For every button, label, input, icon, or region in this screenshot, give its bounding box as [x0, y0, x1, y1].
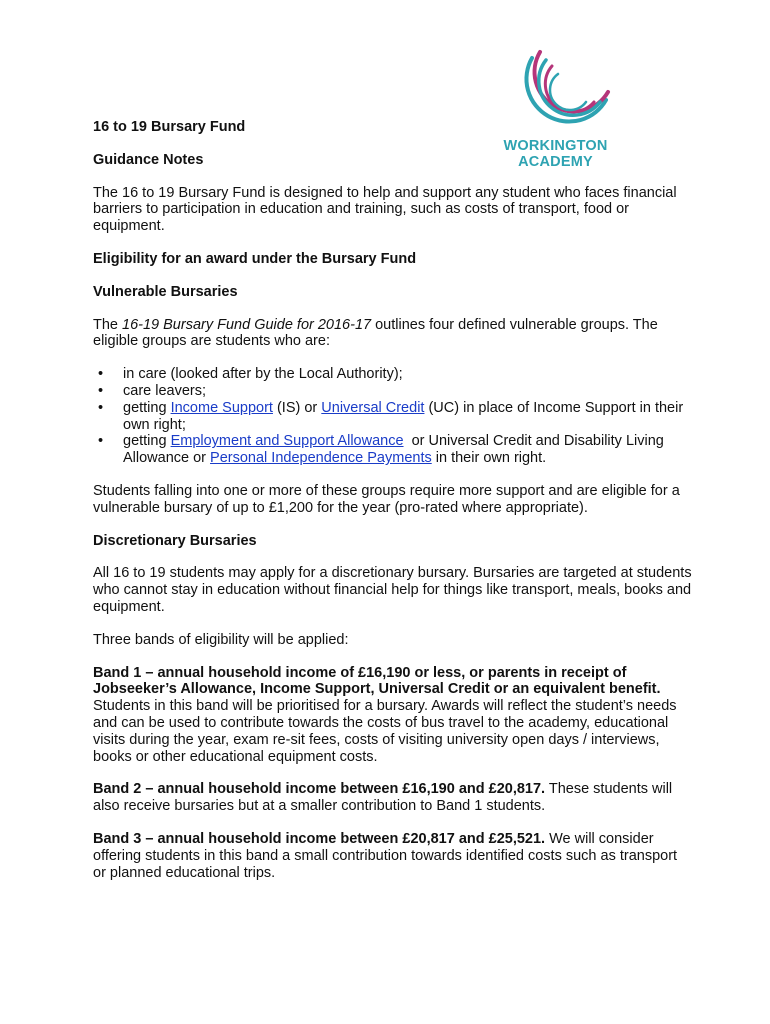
discretionary-heading: Discretionary Bursaries [93, 532, 257, 549]
intro-paragraph: The 16 to 19 Bursary Fund is designed to help and support any student who faces financial barriers to participation in education and training, such as costs of transport, food or equipment. [93, 184, 677, 235]
bullet-text: in their own right. [431, 450, 547, 467]
band-3-paragraph [93, 831, 693, 881]
bands-intro: Three bands of eligibility will be applied: [93, 631, 349, 648]
band-1-paragraph [93, 665, 693, 766]
bullet-text: (IS) or [272, 399, 322, 416]
band-1-heading: Band 1 – annual household income of £16,190 or less, or parents in receipt of Jobseeker’s Allowance, Income Support, Universal Credit or an equivalent benefit. [93, 664, 661, 698]
bullet-text: or Universal Credit and Disability Living Allowance or [123, 433, 668, 467]
list-item: • care leavers; [123, 383, 693, 400]
vulnerable-intro-post: outlines four defined vulnerable groups. The eligible groups are students who are: [93, 316, 658, 350]
eligibility-heading: Eligibility for an award under the Bursary Fund [93, 250, 417, 267]
logo-line-1: WORKINGTON [503, 138, 608, 154]
document-subtitle: Guidance Notes [93, 151, 204, 168]
band-2-heading: Band 2 – annual household income between £16,190 and £20,817. [93, 781, 546, 798]
vulnerable-intro-pre: The [93, 316, 123, 333]
bursary-guide-title: 16-19 Bursary Fund Guide for 2016-17 [122, 316, 372, 333]
band-1-text: Students in this band will be prioritised for a bursary. Awards will reflect the student’s needs and can be used to contribute towards the costs of bus travel to the academy, educational visits during the year, exam re-sit fees, costs of visiting university open days / interviews, books or other educational equipment costs. [93, 698, 677, 765]
list-item [123, 400, 693, 434]
vulnerable-heading: Vulnerable Bursaries [93, 283, 238, 300]
band-3-text: We will consider offering students in this band a small contribution towards identified costs such as transport or planned educational trips. [93, 830, 678, 881]
list-item [123, 433, 693, 467]
logo-line-2: ACADEMY [518, 154, 593, 170]
band-3-heading: Band 3 – annual household income between £20,817 and £25,521. [93, 830, 546, 847]
income-support-link[interactable]: Income Support [170, 399, 273, 416]
band-2-text: These students will also receive bursaries but at a smaller contribution to Band 1 students. [93, 781, 673, 815]
document-title: 16 to 19 Bursary Fund [93, 119, 246, 135]
personal-independence-payments-link[interactable]: Personal Independence Payments [210, 450, 432, 467]
employment-support-allowance-link[interactable]: Employment and Support Allowance [170, 433, 404, 450]
discretionary-intro: All 16 to 19 students may apply for a discretionary bursary. Bursaries are targeted at students who cannot stay in education without financial help for things like transport, meals, books and equipment. [93, 565, 692, 615]
vulnerable-outro: Students falling into one or more of these groups require more support and are eligible for a vulnerable bursary of up to £1,200 for the year (pro-rated where appropriate). [93, 482, 680, 516]
band-2-paragraph [93, 781, 693, 815]
bullet-text: getting [123, 399, 171, 416]
vulnerable-intro [93, 317, 693, 351]
vulnerable-groups-list [93, 366, 693, 467]
list-item: • in care (looked after by the Local Authority); [123, 366, 693, 383]
bullet-text: getting [123, 433, 171, 450]
document-body [93, 119, 693, 881]
bullet-text: (UC) in place of Income Support in their own right; [123, 399, 684, 433]
universal-credit-link[interactable]: Universal Credit [321, 399, 425, 416]
